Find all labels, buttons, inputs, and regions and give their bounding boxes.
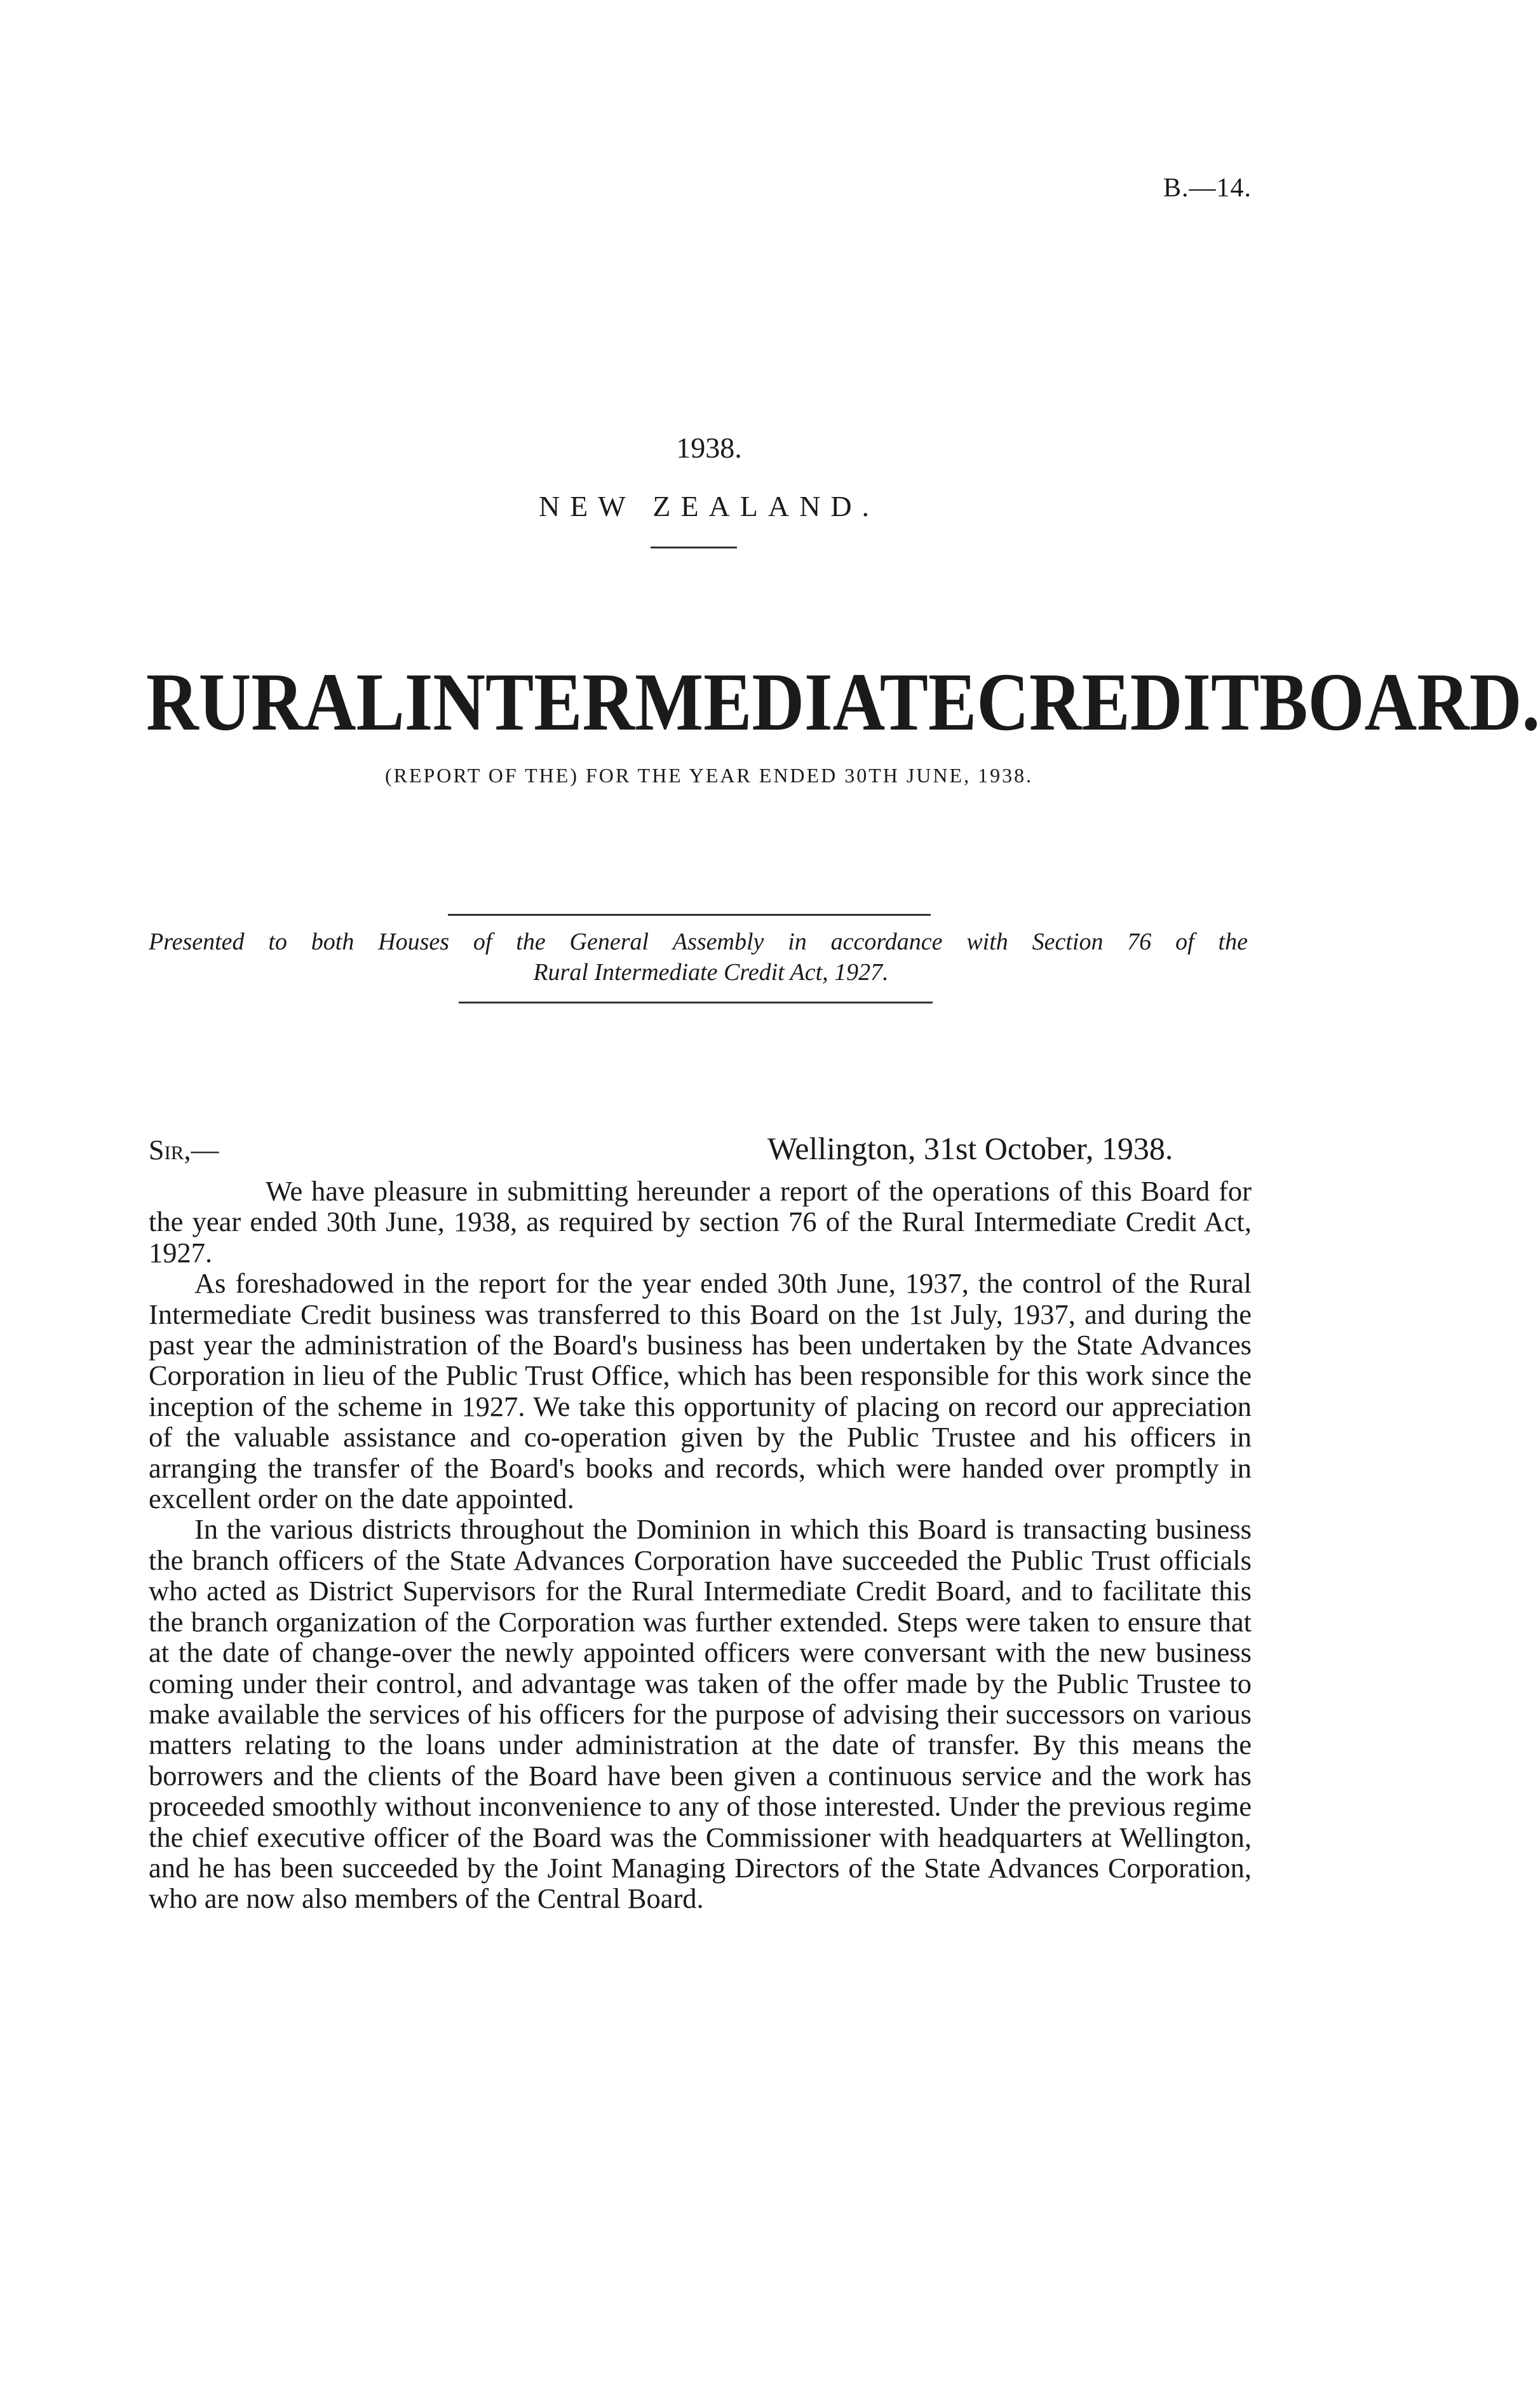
- document-subtitle: (REPORT OF THE) FOR THE YEAR ENDED 30TH JUNE, 1938.: [384, 764, 1034, 787]
- presentation-word: the: [1218, 928, 1248, 955]
- presentation-word: Presented: [149, 928, 245, 955]
- country-heading: NEW ZEALAND.: [538, 490, 880, 522]
- masthead-divider: [651, 547, 737, 548]
- presentation-word: of: [1175, 928, 1194, 955]
- presentation-line-1: [149, 927, 1248, 957]
- report-year: 1938.: [676, 432, 742, 464]
- body-paragraph: In the various districts throughout the Dominion in which this Board is transacting business the branch officers of the State Advances Corporation have succeeded the Public Trust officials who acted as District Supervisors for the Rural Intermediate Credit Board, and to facilitate this the branch organization of the Corporation was further extended. Steps were taken to ensure that at the date of change-over the newly appointed officers were conversant with the new business coming under their control, and advantage was taken of the offer made by the Public Trustee to make available the services of his officers for the purpose of advising their successors on various matters relating to the loans under administration at the date of transfer. By this means the borrowers and the clients of the Board have been given a continuous service and the work has proceeded smoothly without inconvenience to any of those interested. Under the previous regime the chief executive officer of the Board was the Commissioner with headquarters at Wellington, and he has been succeeded by the Joint Managing Directors of the State Advances Corporation, who are now also members of the Central Board.: [149, 1513, 1252, 1915]
- presentation-word: in: [788, 928, 807, 955]
- presentation-note: [149, 927, 1248, 988]
- title-word: RURAL: [146, 656, 405, 748]
- presentation-word: Section: [1032, 928, 1104, 955]
- presentation-word: 76: [1127, 928, 1152, 955]
- page-reference: B.—14.: [1163, 173, 1252, 203]
- presentation-word: to: [268, 928, 287, 955]
- letter-body: [149, 1176, 1252, 1914]
- presentation-word: Assembly: [672, 928, 764, 955]
- presentation-word: of: [473, 928, 492, 955]
- presentation-word: Houses: [378, 928, 450, 955]
- body-paragraph: As foreshadowed in the report for the year ended 30th June, 1937, the control of the Rural Intermediate Credit business was transferred to this Board on the 1st July, 1937, and during the past year the administration of the Board's business has been undertaken by the State Advances Corporation in lieu of the Public Trust Office, which has been responsible for this work since the inception of the scheme in 1927. We take this opportunity of placing on record our appreciation of the valuable assistance and co-operation given by the Public Trustee and his officers in arranging the transfer of the Board's books and records, which were handed over promptly in excellent order on the date appointed.: [149, 1267, 1252, 1515]
- title-word: CREDIT: [976, 656, 1260, 748]
- presentation-word: both: [311, 928, 355, 955]
- presentation-line-2: Rural Intermediate Credit Act, 1927.: [533, 959, 889, 986]
- body-paragraph: We have pleasure in submitting hereunder a report of the operations of this Board for the year ended 30th June, 1938, as required by section 76 of the Rural Intermediate Credit Act, 1927.: [149, 1175, 1252, 1268]
- letter-date: Wellington, 31st October, 1938.: [767, 1131, 1173, 1166]
- document-title: [146, 656, 1540, 748]
- salutation: Sir,—: [149, 1134, 219, 1166]
- presentation-word: accordance: [830, 928, 943, 955]
- presentation-word: General: [569, 928, 649, 955]
- presentation-word: the: [516, 928, 546, 955]
- presented-bottom-divider: [459, 1002, 933, 1003]
- title-word: BOARD.: [1259, 656, 1540, 748]
- presented-top-divider: [448, 914, 931, 916]
- title-word: INTERMEDIATE: [404, 656, 977, 748]
- presentation-word: with: [966, 928, 1008, 955]
